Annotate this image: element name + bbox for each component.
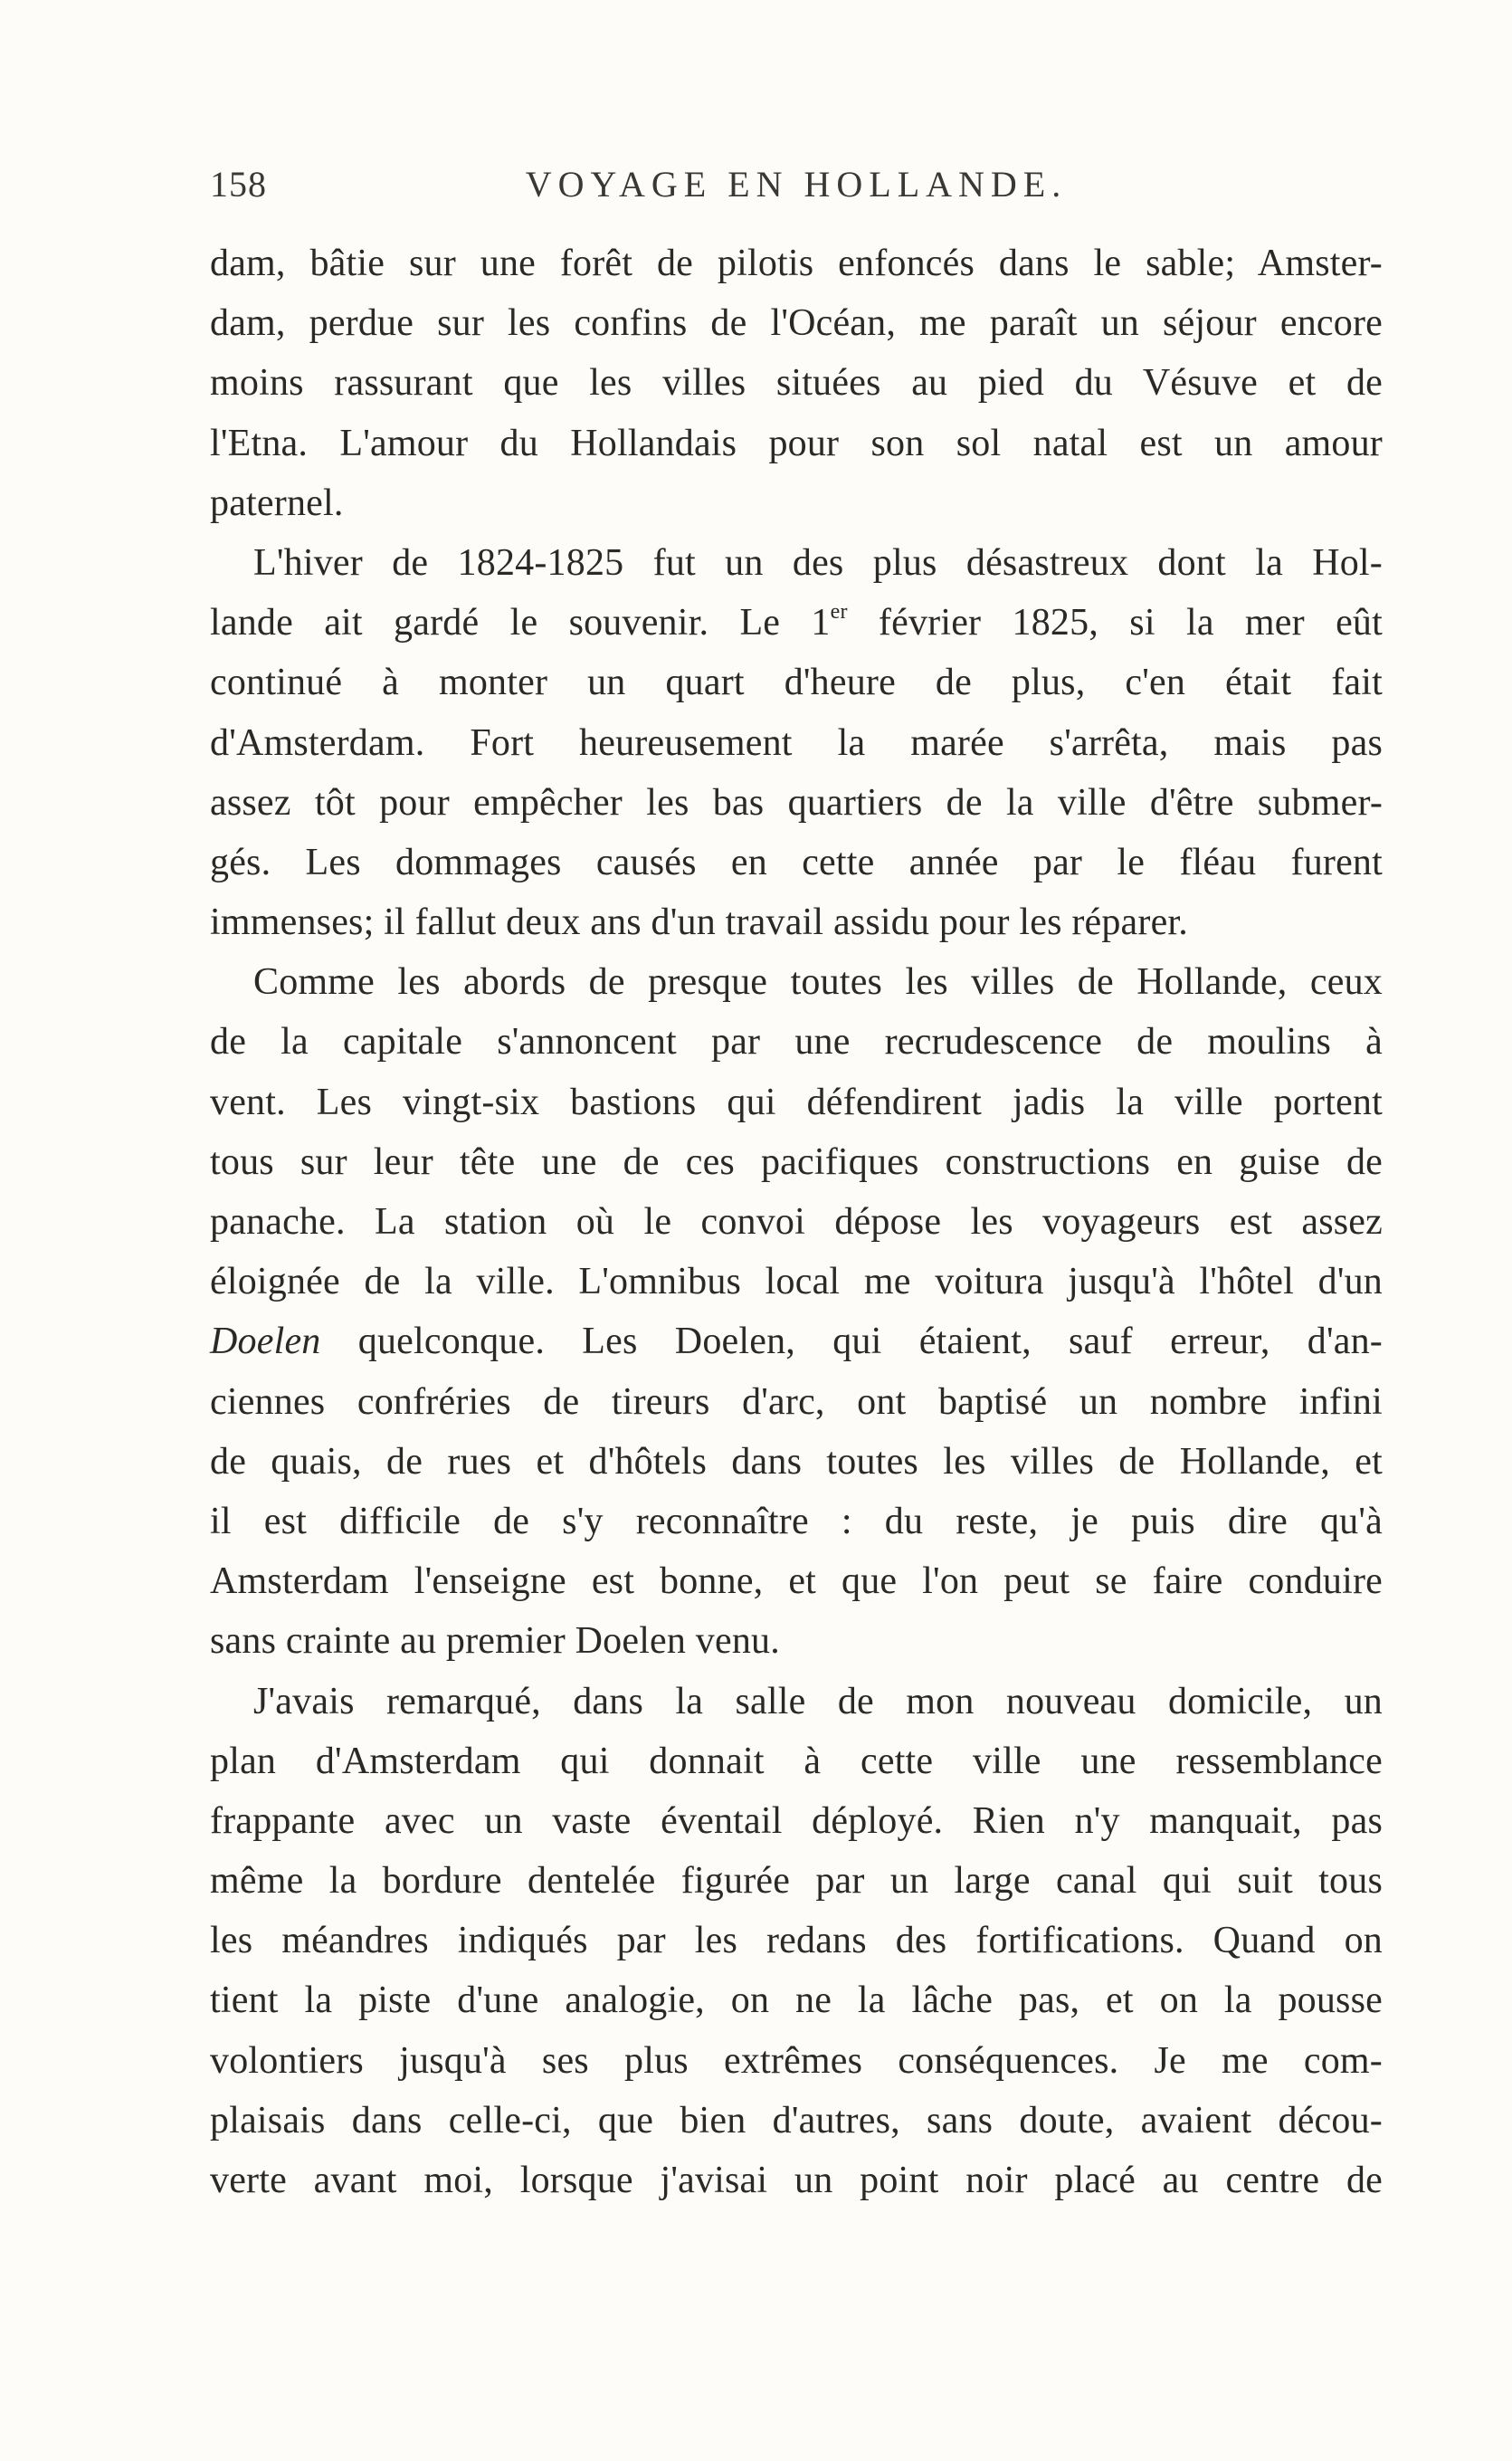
text-line: tous sur leur tête une de ces pacifiques constructions en guise de (210, 1140, 1383, 1183)
text-line: panache. La station où le convoi dépose les voyageurs est assez (210, 1201, 1383, 1243)
text-line: de quais, de rues et d'hôtels dans toutes les villes de Hollande, et (210, 1440, 1383, 1483)
text-line: gés. Les dommages causés en cette année par le fléau furent (210, 841, 1383, 883)
text-line: éloignée de la ville. L'omnibus local me voitura jusqu'à l'hôtel d'un (210, 1261, 1383, 1303)
page-header (210, 163, 1383, 217)
text-line: immenses; il fallut deux ans d'un travail assidu pour les réparer. (210, 901, 1189, 944)
text-fragment: lande ait gardé le souvenir. Le 1 (210, 602, 831, 644)
text-line: plan d'Amsterdam qui donnait à cette ville une ressemblance (210, 1740, 1383, 1782)
italic-word: Doelen (210, 1321, 321, 1363)
text-line: de la capitale s'annoncent par une recrudescence de moulins à (210, 1021, 1383, 1064)
text-line: les méandres indiqués par les redans des fortifications. Quand on (210, 1920, 1383, 1962)
text-line: L'hiver de 1824-1825 fut un des plus désastreux dont la Hol- (253, 541, 1383, 584)
text-line: vent. Les vingt-six bastions qui défendirent jadis la ville portent (210, 1081, 1383, 1123)
text-line: plaisais dans celle-ci, que bien d'autres, sans doute, avaient décou- (210, 2099, 1383, 2141)
text-line: tient la piste d'une analogie, on ne la lâche pas, et on la pousse (210, 1979, 1383, 2022)
text-line: Comme les abords de presque toutes les villes de Hollande, ceux (253, 961, 1383, 1004)
text-line: même la bordure dentelée figurée par un large canal qui suit tous (210, 1860, 1383, 1903)
ordinal-superscript: er (830, 600, 848, 625)
text-line: Amsterdam l'enseigne est bonne, et que l'on peut se faire conduire (210, 1560, 1383, 1603)
page-number: 158 (210, 164, 267, 205)
text-line (210, 593, 1383, 653)
text-line: frappante avec un vaste éventail déployé. Rien n'y manquait, pas (210, 1799, 1383, 1842)
text-line: assez tôt pour empêcher les bas quartiers de la ville d'être submer- (210, 781, 1383, 824)
text-line: dam, perdue sur les confins de l'Océan, me paraît un séjour encore (210, 302, 1383, 345)
text-line: dam, bâtie sur une forêt de pilotis enfoncés dans le sable; Amster- (210, 243, 1383, 284)
text-line: verte avant moi, lorsque j'avisai un point noir placé au centre de (210, 2160, 1383, 2201)
text-line: l'Etna. L'amour du Hollandais pour son sol natal est un amour (210, 422, 1383, 464)
text-fragment: février 1825, si la mer eût (847, 602, 1383, 644)
text-line (210, 1312, 1383, 1371)
body-text (210, 234, 1383, 2210)
text-line: d'Amsterdam. Fort heureusement la marée s'arrêta, mais pas (210, 721, 1383, 764)
text-line: il est difficile de s'y reconnaître : du reste, je puis dire qu'à (210, 1500, 1383, 1542)
text-line: continué à monter un quart d'heure de plus, c'en était fait (210, 662, 1383, 704)
text-line: volontiers jusqu'à ses plus extrêmes conséquences. Je me com- (210, 2039, 1383, 2082)
text-fragment: quelconque. Les Doelen, qui étaient, sauf erreur, d'an- (320, 1321, 1383, 1363)
text-line: paternel. (210, 482, 344, 524)
running-title: VOYAGE EN HOLLANDE. (525, 164, 1068, 205)
text-line: moins rassurant que les villes situées au pied du Vésuve et de (210, 362, 1383, 405)
text-line: J'avais remarqué, dans la salle de mon nouveau domicile, un (253, 1680, 1383, 1722)
text-line: ciennes confréries de tireurs d'arc, ont baptisé un nombre infini (210, 1380, 1383, 1423)
text-line: sans crainte au premier Doelen venu. (210, 1620, 780, 1663)
